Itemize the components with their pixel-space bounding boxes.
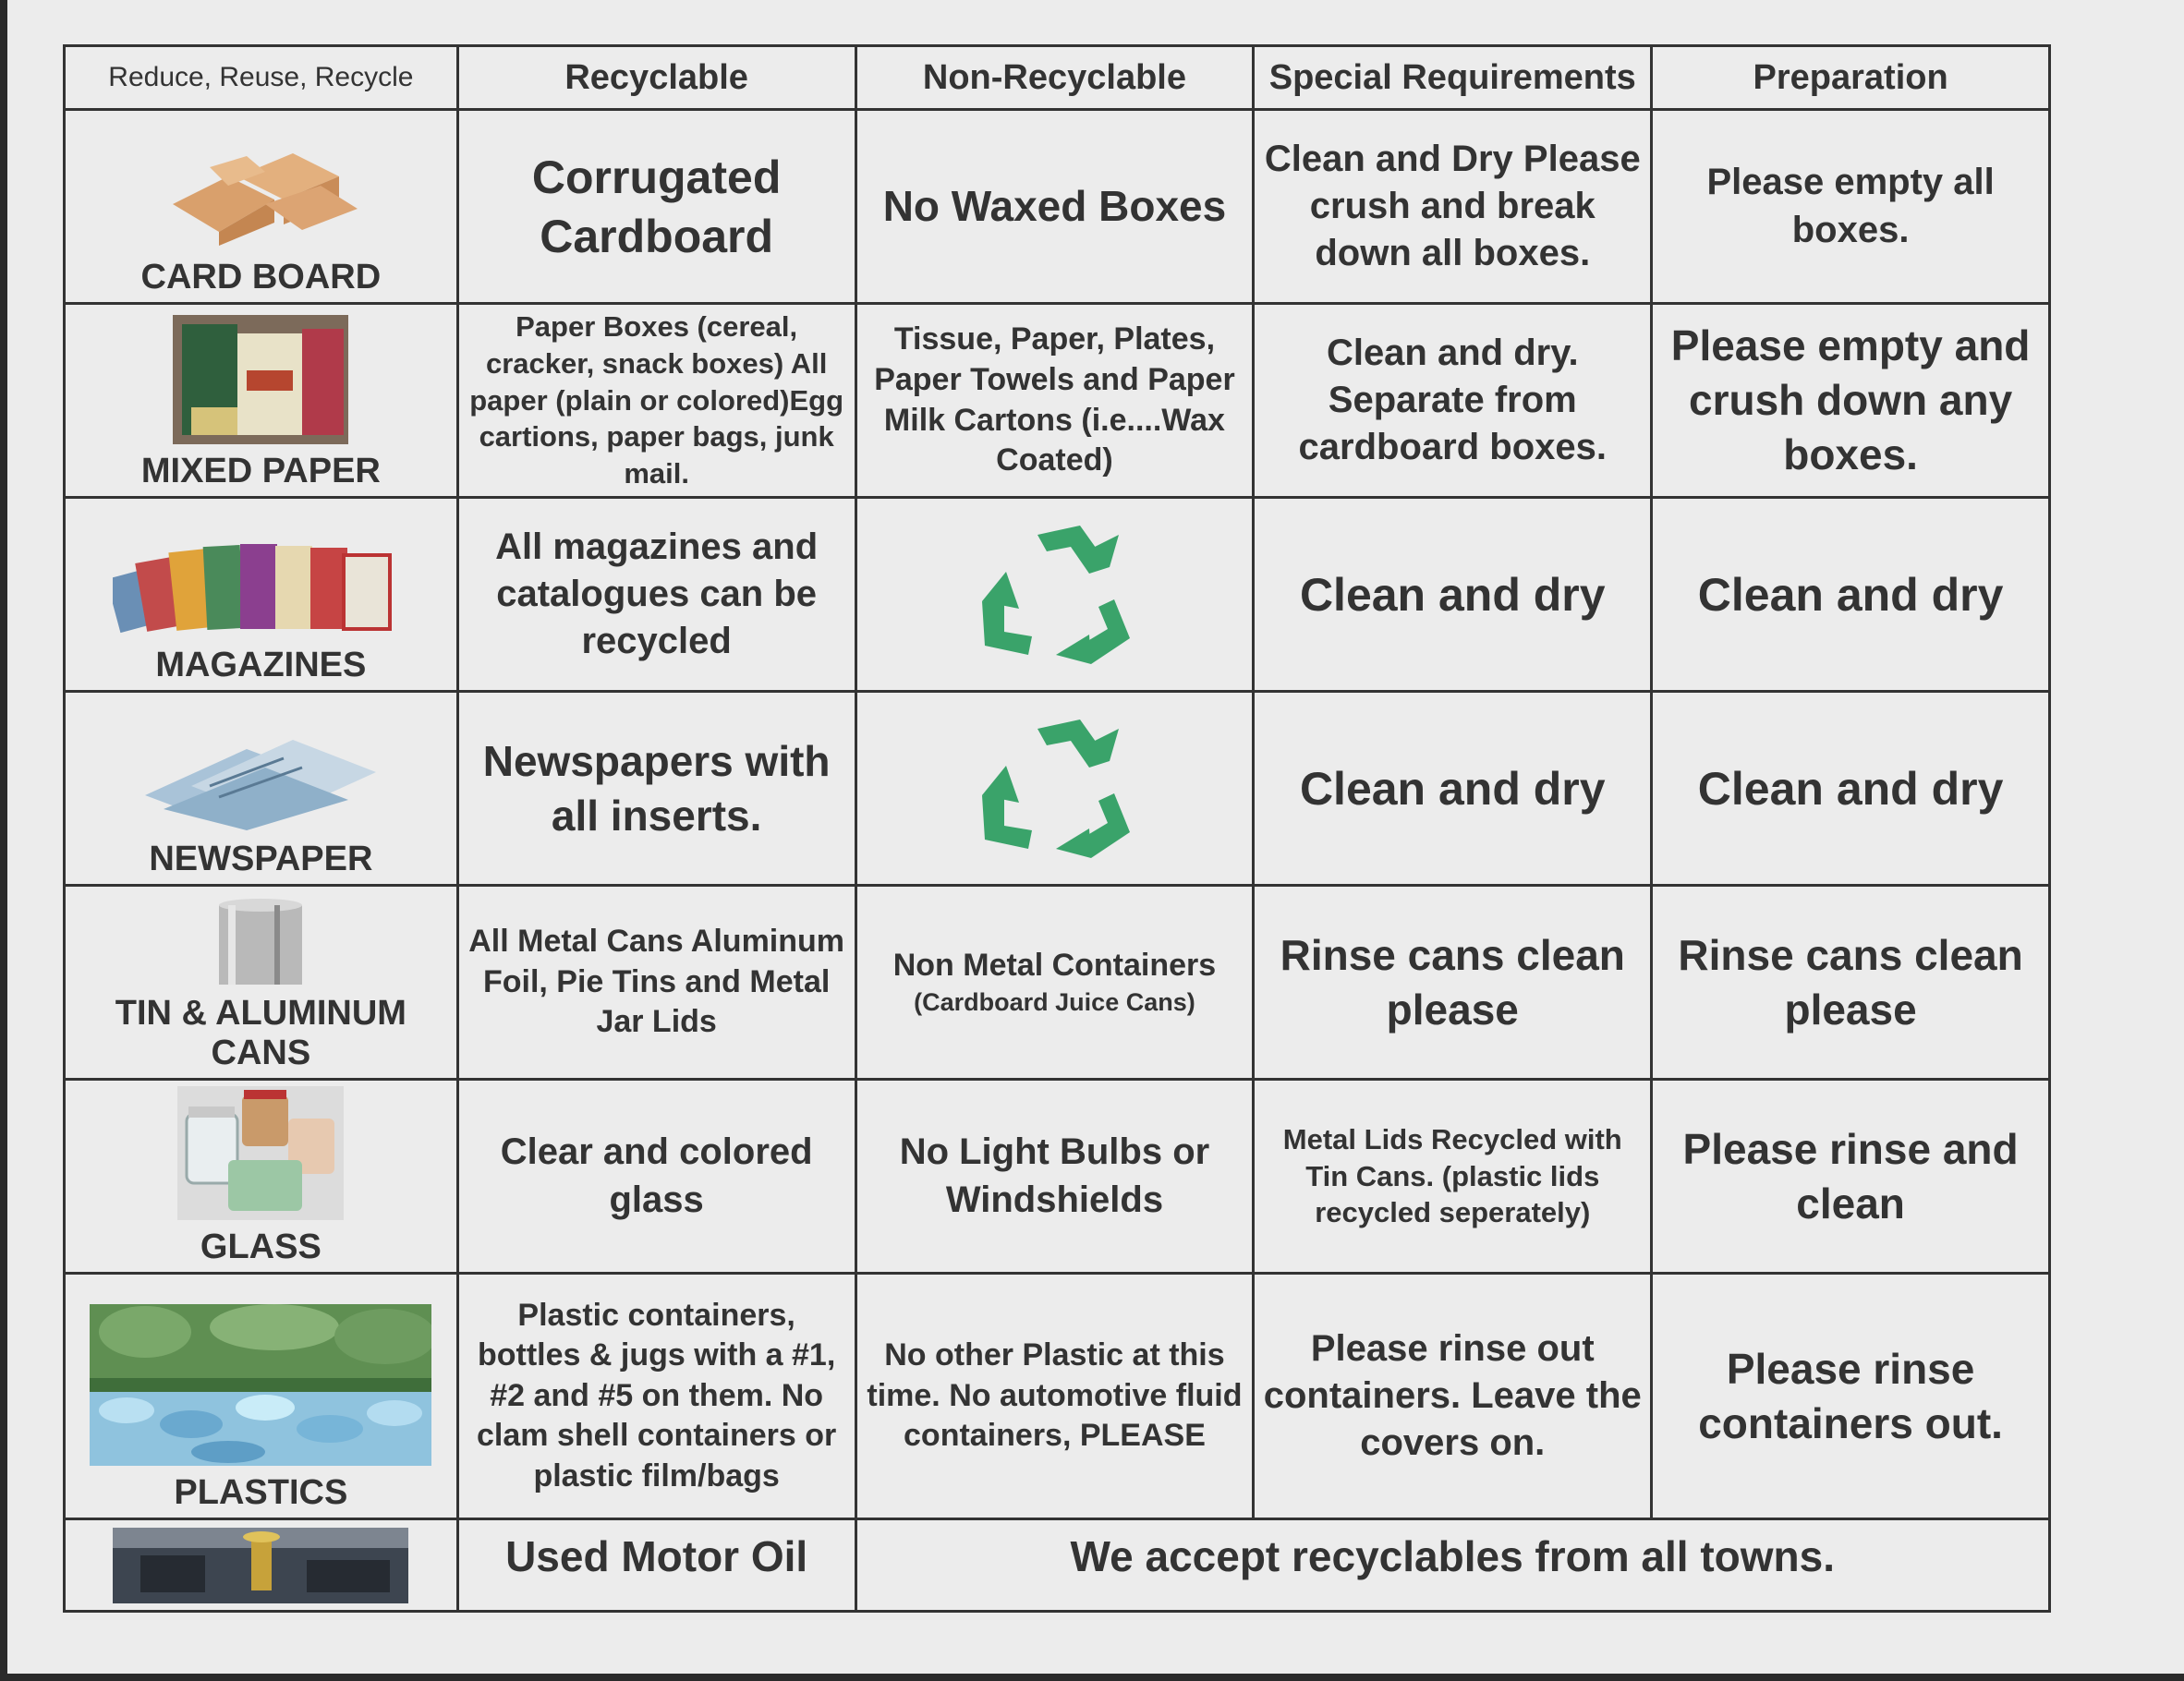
category-label: MIXED PAPER — [140, 452, 381, 491]
table-row — [65, 1080, 2050, 1274]
special-requirements-cell: Rinse cans clean please — [1254, 886, 1652, 1080]
used-motor-oil-cell: Used Motor Oil — [457, 1519, 855, 1612]
accept-all-towns-note: We accept recyclables from all towns. — [855, 1519, 2049, 1612]
header-reduce-reuse-recycle: Reduce, Reuse, Recycle — [65, 46, 458, 110]
header-non-recyclable: Non-Recyclable — [855, 46, 1254, 110]
category-cell — [65, 692, 458, 886]
header-row — [65, 46, 2050, 110]
preparation-cell: Rinse cans clean please — [1652, 886, 2050, 1080]
table-row — [65, 1274, 2050, 1519]
recycling-chart-table — [63, 44, 2051, 1613]
category-label: PLASTICS — [174, 1473, 348, 1513]
preparation-cell: Clean and dry — [1652, 692, 2050, 886]
recyclable-cell: All Metal Cans Aluminum Foil, Pie Tins and Metal Jar Lids — [457, 886, 855, 1080]
category-cell — [65, 1080, 458, 1274]
special-requirements-cell: Please rinse out containers. Leave the covers on. — [1254, 1274, 1652, 1519]
category-label: MAGAZINES — [155, 646, 367, 685]
special-requirements-cell: Clean and Dry Please crush and break down all boxes. — [1254, 110, 1652, 304]
header-special-requirements: Special Requirements — [1254, 46, 1652, 110]
magazines-icon — [113, 537, 408, 638]
table-row — [65, 886, 2050, 1080]
recycle-arrows-icon — [971, 516, 1137, 673]
glass-jars-icon — [177, 1086, 344, 1220]
non-recyclable-cell: No Light Bulbs or Windshields — [855, 1080, 1254, 1274]
recyclable-cell: Clear and colored glass — [457, 1080, 855, 1274]
category-label: NEWSPAPER — [149, 840, 373, 879]
paper-boxes-icon — [173, 315, 348, 444]
non-recyclable-cell: No Waxed Boxes — [855, 110, 1254, 304]
non-recyclable-cell: No other Plastic at this time. No automotive fluid containers, PLEASE — [855, 1274, 1254, 1519]
category-cell — [65, 1274, 458, 1519]
non-recyclable-main: Non Metal Containers — [892, 948, 1217, 984]
header-preparation: Preparation — [1652, 46, 2050, 110]
recyclable-cell: All magazines and catalogues can be recycled — [457, 498, 855, 692]
special-requirements-cell: Clean and dry — [1254, 692, 1652, 886]
special-requirements-cell: Metal Lids Recycled with Tin Cans. (plastic lids recycled seperately) — [1254, 1080, 1652, 1274]
table-row — [65, 692, 2050, 886]
plastic-bottles-icon — [90, 1304, 431, 1466]
recyclable-cell: Newspapers with all inserts. — [457, 692, 855, 886]
category-cell — [65, 110, 458, 304]
recycle-arrows-icon — [971, 710, 1137, 867]
non-recyclable-cell: Tissue, Paper, Plates, Paper Towels and Paper Milk Cartons (i.e....Wax Coated) — [855, 304, 1254, 498]
special-requirements-cell: Clean and dry. Separate from cardboard boxes. — [1254, 304, 1652, 498]
category-label: TIN & ALUMINUM CANS — [115, 993, 406, 1073]
preparation-cell: Please empty all boxes. — [1652, 110, 2050, 304]
non-recyclable-cell — [855, 498, 1254, 692]
newspapers-icon — [136, 731, 385, 832]
motor-oil-image-cell — [65, 1519, 458, 1612]
printed-sheet — [7, 0, 2184, 1674]
preparation-cell: Please empty and crush down any boxes. — [1652, 304, 2050, 498]
table-row — [65, 110, 2050, 304]
non-recyclable-note: (Cardboard Juice Cans) — [914, 987, 1195, 1016]
recyclable-cell: Corrugated Cardboard — [457, 110, 855, 304]
cardboard-boxes-icon — [154, 149, 367, 250]
preparation-cell: Please rinse containers out. — [1652, 1274, 2050, 1519]
table-row — [65, 498, 2050, 692]
recyclable-cell: Plastic containers, bottles & jugs with a #1, #2 and #5 on them. No clam shell containers or plastic film/bags — [457, 1274, 855, 1519]
motor-oil-icon — [113, 1528, 408, 1603]
preparation-cell: Please rinse and clean — [1652, 1080, 2050, 1274]
special-requirements-cell: Clean and dry — [1254, 498, 1652, 692]
category-cell — [65, 304, 458, 498]
category-label: CARD BOARD — [140, 258, 382, 297]
non-recyclable-cell — [855, 886, 1254, 1080]
category-cell — [65, 498, 458, 692]
header-recyclable: Recyclable — [457, 46, 855, 110]
category-cell — [65, 886, 458, 1080]
preparation-cell: Clean and dry — [1652, 498, 2050, 692]
non-recyclable-cell — [855, 692, 1254, 886]
tin-can-icon — [210, 898, 311, 990]
footer-row — [65, 1519, 2050, 1612]
category-label: GLASS — [200, 1227, 322, 1267]
recyclable-cell: Paper Boxes (cereal, cracker, snack boxes) All paper (plain or colored)Egg cartions, paper bags, junk mail. — [457, 304, 855, 498]
table-row — [65, 304, 2050, 498]
